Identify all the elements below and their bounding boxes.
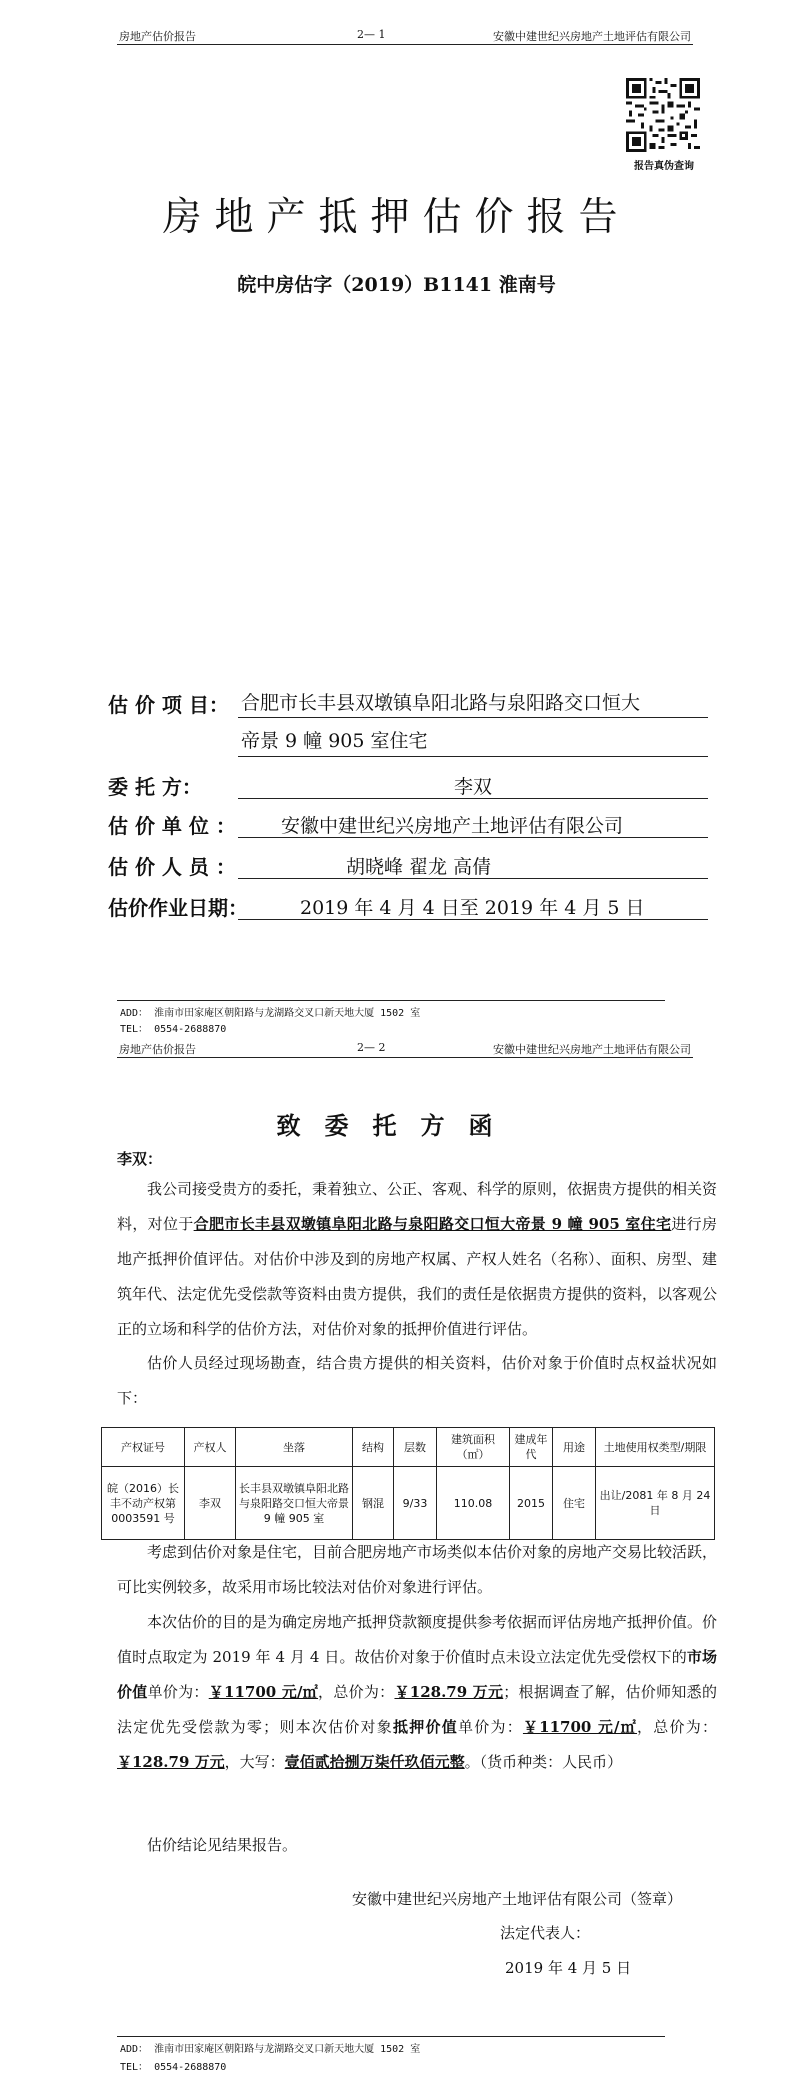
footer-tel-text: TEL： 0554-2688870	[120, 1024, 227, 1035]
footer-address	[120, 1004, 420, 1019]
cell-area: 110.08	[437, 1467, 510, 1540]
header-left: 房地产估价报告	[119, 30, 196, 43]
paragraph-conclusion: 估价结论见结果报告。	[147, 1836, 298, 1854]
field-label-project: 估 价 项 目：	[108, 693, 229, 717]
field-value-project: 合肥市长丰县双墩镇阜阳北路与泉阳路交口恒大	[241, 692, 641, 714]
col-year: 建成年代	[510, 1428, 553, 1467]
letter-title: 致委托方函	[276, 1111, 517, 1140]
col-use: 用途	[553, 1428, 596, 1467]
cell-structure: 钢混	[353, 1467, 394, 1540]
header-page-number: 2— 1	[357, 28, 386, 41]
footer-rule	[117, 1000, 665, 1001]
field-value-client: 李双	[454, 776, 493, 798]
header-left: 房地产估价报告	[119, 1043, 196, 1056]
underline	[238, 837, 708, 838]
underline	[238, 878, 708, 879]
header-page-number: 2— 2	[357, 1041, 386, 1054]
mortgage-unit-price: ￥11700 元/㎡	[522, 1718, 638, 1736]
cell-floors: 9/33	[394, 1467, 437, 1540]
property-address: 合肥市长丰县双墩镇阜阳北路与泉阳路交口恒大帝景 9 幢 905 室住宅	[193, 1215, 672, 1233]
field-label-appraiser-unit: 估 价 单 位 ：	[108, 814, 236, 838]
valuation-text: 单价为：	[147, 1683, 209, 1701]
valuation-text: ，大写：	[224, 1753, 285, 1771]
cell-use: 住宅	[553, 1467, 596, 1540]
cell-year: 2015	[510, 1467, 553, 1540]
market-value-label: 市场价值	[117, 1648, 717, 1701]
paragraph-inspection: 估价人员经过现场勘查，结合贵方提供的相关资料，估价对象于价值时点权益状况如下：	[117, 1354, 717, 1407]
col-area: 建筑面积（㎡）	[437, 1428, 510, 1467]
cell-owner: 李双	[185, 1467, 236, 1540]
valuation-text: 单价为：	[457, 1718, 523, 1736]
footer-address-text: ADD： 淮南市田家庵区朝阳路与龙湖路交叉口新天地大厦 1502 室	[120, 2044, 421, 2055]
cell-cert-no: 皖（2016）长丰不动产权第 0003591 号	[102, 1467, 185, 1540]
mortgage-value-label: 抵押价值	[393, 1718, 458, 1736]
cell-location: 长丰县双墩镇阜阳北路与泉阳路交口恒大帝景 9 幢 905 室	[236, 1467, 353, 1540]
footer-tel	[120, 1020, 226, 1035]
mortgage-total-price: ￥128.79 万元	[117, 1753, 225, 1771]
valuation-text: ；根据调查了解，估价师知悉的法定优先受偿款为零；则本次估价对象	[117, 1683, 717, 1736]
signature-date: 2019 年 4 月 5 日	[505, 1959, 632, 1977]
underline	[238, 919, 708, 920]
qr-code-icon[interactable]	[626, 78, 700, 152]
market-total-price: ￥128.79 万元	[394, 1683, 504, 1701]
signature-company: 安徽中建世纪兴房地产土地评估有限公司（签章）	[352, 1890, 683, 1908]
field-value-appraiser-unit: 安徽中建世纪兴房地产土地评估有限公司	[281, 815, 624, 837]
qr-caption: 报告真伪查询	[634, 161, 694, 172]
paragraph-method: 考虑到估价对象是住宅，目前合肥房地产市场类似本估价对象的房地产交易比较活跃，可比实例较多，故采用市场比较法对估价对象进行评估。	[117, 1543, 718, 1596]
col-floors: 层数	[394, 1428, 437, 1467]
underline	[238, 717, 708, 718]
valuation-text: 本次估价的目的是为确定房地产抵押贷款额度提供参考依据而评估房地产抵押价值。价值时点取定为 2019 年 4 月 4 日。故估价对象于价值时点未设立法定优先受偿权下的	[117, 1613, 718, 1666]
header-company: 安徽中建世纪兴房地产土地评估有限公司	[493, 30, 691, 43]
col-land-right: 土地使用权类型/期限	[596, 1428, 715, 1467]
table-row	[102, 1467, 715, 1540]
intro-text-c: 进行房地产抵押价值评估。对估价中涉及到的房地产权属、产权人姓名（名称）、面积、房型、建筑年代、法定优先受偿款等资料由贵方提供，我们的责任是依据贵方提供的资料，以客观公正的立场和科学的估价方法，对估价对象的抵押价值进行评估。	[117, 1215, 718, 1338]
table-header-row	[102, 1428, 715, 1467]
rights-table	[101, 1427, 715, 1540]
valuation-text: ，总价为：	[318, 1683, 395, 1701]
field-value-work-date: 2019 年 4 月 4 日至 2019 年 4 月 5 日	[300, 897, 645, 919]
intro-text-a: 我公司接受贵方的委托，秉着独立、公正、客观、科学的原则，依据贵方提供的相关资料，对位于	[117, 1180, 718, 1233]
footer-address	[120, 2040, 420, 2055]
page2-header	[117, 1039, 693, 1058]
salutation: 李双：	[117, 1150, 163, 1168]
valuation-text: ，总价为：	[637, 1718, 717, 1736]
field-value-project-cont: 帝景 9 幢 905 室住宅	[241, 730, 428, 752]
footer-address-text: ADD： 淮南市田家庵区朝阳路与龙湖路交叉口新天地大厦 1502 室	[120, 1008, 421, 1019]
market-unit-price: ￥11700 元/㎡	[208, 1683, 319, 1701]
paragraph-intro	[117, 1172, 717, 1347]
paragraph-valuation	[117, 1605, 717, 1780]
col-owner: 产权人	[185, 1428, 236, 1467]
underline	[238, 798, 708, 799]
amount-in-words: 壹佰贰拾捌万柒仟玖佰元整	[284, 1753, 465, 1771]
field-label-appraisers: 估 价 人 员 ：	[108, 855, 236, 879]
footer-tel-text: TEL： 0554-2688870	[120, 2062, 227, 2073]
report-title: 房地产抵押估价报告	[162, 195, 631, 240]
field-value-appraisers: 胡晓峰 翟龙 高倩	[346, 856, 492, 878]
field-label-work-date: 估价作业日期：	[108, 896, 248, 920]
footer-tel	[120, 2058, 226, 2073]
page1-header	[117, 26, 693, 45]
legal-representative: 法定代表人：	[500, 1924, 591, 1942]
col-cert-no: 产权证号	[102, 1428, 185, 1467]
col-structure: 结构	[353, 1428, 394, 1467]
report-number: 皖中房估字（2019）B1141 淮南号	[237, 274, 556, 296]
valuation-text: 。（货币种类：人民币）	[464, 1753, 623, 1771]
underline	[238, 756, 708, 757]
field-label-client: 委 托 方：	[108, 775, 202, 799]
footer-rule	[117, 2036, 665, 2037]
cell-land-right: 出让/2081 年 8 月 24 日	[596, 1467, 715, 1540]
col-location: 坐落	[236, 1428, 353, 1467]
header-company: 安徽中建世纪兴房地产土地评估有限公司	[493, 1043, 691, 1056]
